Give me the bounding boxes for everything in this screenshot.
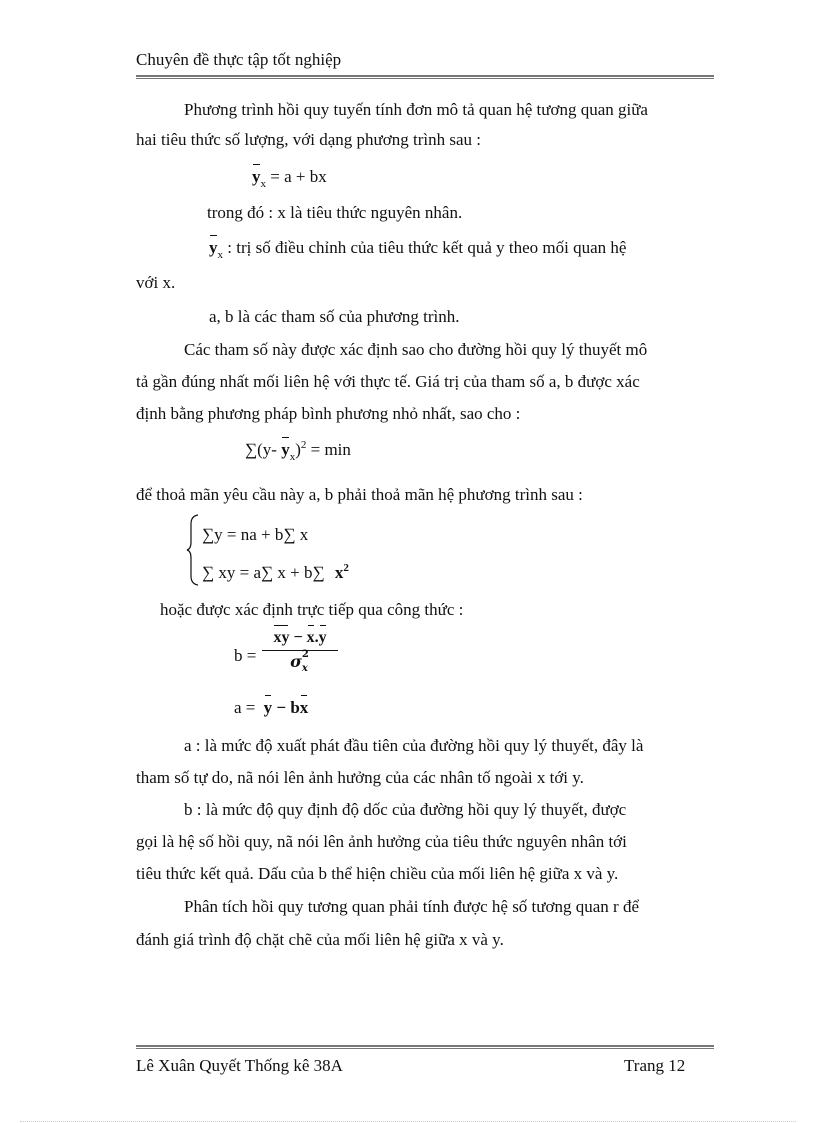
equation-rhs: = a + bx	[270, 167, 327, 186]
equation-least-squares	[245, 440, 351, 462]
page-bottom-edge	[20, 1121, 796, 1122]
intro-line-1: Phương trình hồi quy tuyến tính đơn mô tả quan hệ tương quan giữa	[184, 100, 648, 119]
system-row-2-x: x	[334, 563, 344, 582]
y-bar: y	[252, 167, 261, 186]
para6-line-1: b : là mức độ quy định độ dốc của đường hồi quy lý thuyết, được	[184, 800, 627, 819]
where-yx-line	[209, 238, 626, 260]
para2-line-1: Các tham số này được xác định sao cho đường hồi quy lý thuyết mô	[184, 340, 648, 359]
para2-line-3: định bằng phương pháp bình phương nhỏ nhất, sao cho :	[136, 404, 521, 423]
numerator-minus: −	[289, 629, 307, 646]
footer-page-number: Trang 12	[624, 1056, 686, 1075]
formula-a-minus-b: − b	[272, 698, 300, 717]
system-row-2	[202, 563, 349, 585]
formula-a	[234, 698, 308, 718]
eq2-close: )	[295, 440, 301, 459]
para6-line-2: gọi là hệ số hồi quy, nã nói lên ảnh hưởng của tiêu thức nguyên nhân tới	[136, 832, 627, 851]
page-header-title: Chuyên đề thực tập tốt nghiệp	[136, 50, 342, 69]
eq2-exponent: 2	[300, 439, 307, 451]
where-yx-line-2: với x.	[136, 273, 176, 292]
y-bar-symbol: y	[209, 238, 218, 257]
equation-regression	[252, 167, 327, 189]
para7-line-2: đánh giá trình độ chặt chẽ của mối liên hệ giữa x và y.	[136, 930, 504, 949]
para4-line-1: hoặc được xác định trực tiếp qua công thức :	[160, 600, 464, 619]
y-bar-symbol-subscript: x	[217, 249, 223, 261]
para3-line-1: để thoả mãn yêu cầu này a, b phải thoả mãn hệ phương trình sau :	[136, 485, 583, 504]
sigma-exponent: 2	[301, 648, 309, 660]
system-row-2-text: ∑ xy = a∑ x + b∑	[202, 563, 329, 582]
y-bar-subscript: x	[260, 178, 266, 190]
x-bar: x	[306, 629, 315, 646]
formula-b-fraction	[262, 628, 338, 674]
footer-author: Lê Xuân Quyết Thống kê 38A	[136, 1056, 343, 1075]
fraction-line	[262, 650, 338, 651]
intro-line-2: hai tiêu thức số lượng, với dạng phương trình sau :	[136, 130, 481, 149]
eq2-y-subscript: x	[289, 451, 296, 463]
header-divider	[136, 75, 714, 79]
xy-bar: xy	[273, 629, 290, 646]
where-ab-line: a, b là các tham số của phương trình.	[209, 307, 460, 326]
eq2-prefix: ∑(y-	[245, 440, 282, 459]
para5-line-1: a : là mức độ xuất phát đầu tiên của đường hồi quy lý thuyết, đây là	[184, 736, 644, 755]
formula-b-lhs: b =	[234, 646, 257, 665]
formula-b-numerator	[262, 628, 338, 648]
formula-a-y-bar: y	[263, 698, 273, 717]
para7-line-1: Phân tích hồi quy tương quan phải tính được hệ số tương quan r để	[184, 897, 639, 916]
formula-b-denominator	[262, 648, 338, 674]
formula-a-lhs: a =	[234, 698, 256, 717]
system-row-1: ∑y = na + b∑ x	[202, 525, 309, 544]
para6-line-3: tiêu thức kết quả. Dấu của b thể hiện chiều của mối liên hệ giữa x và y.	[136, 864, 619, 883]
y-bar-num: y	[318, 629, 327, 646]
eq2-y-bar: y	[281, 440, 290, 459]
para2-line-2: tả gần đúng nhất mối liên hệ với thực tế. Giá trị của tham số a, b được xác	[136, 372, 640, 391]
numerator-dot: .	[314, 629, 319, 646]
formula-a-x-bar: x	[299, 698, 309, 717]
where-x-line: trong đó : x là tiêu thức nguyên nhân.	[207, 203, 463, 222]
eq2-rhs: = min	[306, 440, 351, 459]
para5-line-2: tham số tự do, nã nói lên ảnh hưởng của các nhân tố ngoài x tới y.	[136, 768, 584, 787]
system-brace	[186, 514, 200, 586]
footer-divider	[136, 1045, 714, 1049]
system-row-2-exponent: 2	[343, 562, 349, 574]
sigma-symbol: σ	[290, 652, 302, 671]
where-yx-description: : trị số điều chỉnh của tiêu thức kết quả y theo mối quan hệ	[227, 238, 627, 257]
sigma-subscript: x	[301, 662, 308, 674]
